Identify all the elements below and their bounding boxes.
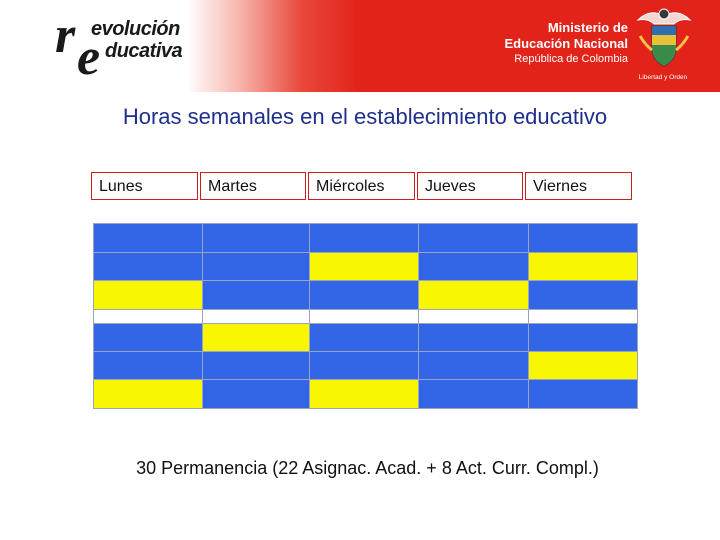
schedule-cell-r2-c4 — [419, 253, 528, 280]
schedule-cell-r3-c2 — [203, 281, 309, 309]
schedule-cell-r6-c3 — [310, 352, 418, 379]
schedule-cell-r3-c5 — [529, 281, 637, 309]
schedule-cell-r5-c2 — [203, 324, 309, 351]
schedule-cell-r5-c4 — [419, 324, 528, 351]
schedule-cell-r4-c3 — [310, 310, 418, 323]
schedule-grid — [93, 223, 638, 409]
schedule-cell-r7-c4 — [419, 380, 528, 408]
schedule-cell-r2-c5 — [529, 253, 637, 280]
schedule-cell-r6-c1 — [94, 352, 202, 379]
footer-summary: 30 Permanencia (22 Asignac. Acad. + 8 Act. Curr. Compl.) — [136, 458, 599, 478]
schedule-cell-r4-c1 — [94, 310, 202, 323]
weekday-headers — [91, 172, 634, 200]
schedule-cell-r4-c5 — [529, 310, 637, 323]
logo-letter-r: r — [55, 7, 76, 64]
schedule-cell-r6-c2 — [203, 352, 309, 379]
schedule-cell-r3-c1 — [94, 281, 202, 309]
schedule-cell-r4-c2 — [203, 310, 309, 323]
logo-text-line2: ducativa — [105, 40, 183, 62]
schedule-cell-r7-c1 — [94, 380, 202, 408]
schedule-cell-r7-c2 — [203, 380, 309, 408]
schedule-cell-r1-c5 — [529, 224, 637, 252]
day-label-miercoles: Miércoles — [308, 172, 415, 200]
schedule-cell-r2-c1 — [94, 253, 202, 280]
logo-text-line1: evolución — [91, 18, 180, 40]
day-label-lunes: Lunes — [91, 172, 198, 200]
schedule-cell-r6-c4 — [419, 352, 528, 379]
page-title: Horas semanales en el establecimiento educativo — [122, 104, 608, 129]
schedule-cell-r1-c4 — [419, 224, 528, 252]
schedule-cell-r2-c2 — [203, 253, 309, 280]
schedule-cell-r5-c1 — [94, 324, 202, 351]
ministry-line1: Ministerio de — [547, 20, 628, 35]
logo-letter-e: e — [77, 29, 101, 86]
ministry-name — [488, 20, 628, 67]
schedule-cell-r7-c3 — [310, 380, 418, 408]
schedule-cell-r5-c3 — [310, 324, 418, 351]
revolucion-educativa-logo — [55, 7, 215, 86]
schedule-cell-r3-c4 — [419, 281, 528, 309]
schedule-cell-r1-c3 — [310, 224, 418, 252]
schedule-cell-r3-c3 — [310, 281, 418, 309]
schedule-cell-r7-c5 — [529, 380, 637, 408]
day-label-jueves: Jueves — [417, 172, 523, 200]
schedule-cell-r6-c5 — [529, 352, 637, 379]
schedule-cell-r5-c5 — [529, 324, 637, 351]
day-label-viernes: Viernes — [525, 172, 632, 200]
ministry-line2: Educación Nacional — [504, 36, 628, 51]
motto-text: Libertad y Orden — [638, 74, 688, 81]
schedule-cell-r1-c2 — [203, 224, 309, 252]
schedule-cell-r4-c4 — [419, 310, 528, 323]
schedule-cell-r2-c3 — [310, 253, 418, 280]
day-label-martes: Martes — [200, 172, 306, 200]
header-banner — [0, 0, 720, 92]
ministry-line3: República de Colombia — [514, 53, 628, 65]
schedule-cell-r1-c1 — [94, 224, 202, 252]
coat-of-arms-icon — [636, 6, 692, 72]
